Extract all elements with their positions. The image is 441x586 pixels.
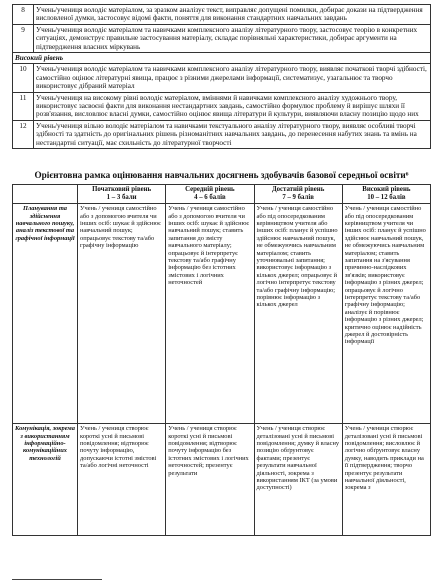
row-description: Учень/учениця вільно володіє матеріалом та навичками текстуального аналізу літературного твору, виявляє особливі творчі здібності та здатність до оригінальних рішень різноманітних навчальних завдань, до перенесення набутих знань та вмінь на нестандартні ситуації, має схильність до літературної творчості	[34, 120, 431, 148]
level-name: Середній рівень	[185, 186, 235, 194]
row-number: 10	[13, 64, 34, 92]
level-range: 1 – 3 бали	[106, 194, 137, 202]
level-name: Достатній рівень	[271, 186, 325, 194]
level-name: Початковий рівень	[92, 186, 152, 194]
framework-title: Орієнтовна рамка оцінювання навчальних досягнень здобувачів базової середньої освіти⁶	[34, 170, 409, 181]
header-row	[13, 185, 431, 204]
row-number: 12	[13, 120, 34, 148]
table-row	[13, 64, 431, 92]
criteria-cell: Учень / учениця створює короткі усні й письмові повідомлення; відтворює почуту інформацію, допускаючи істотні змістові та/або логічні неточності	[78, 424, 166, 536]
row-number: 8	[13, 5, 34, 25]
level-heading: Високий рівень	[13, 53, 431, 64]
row-number: 9	[13, 24, 34, 52]
table-row	[13, 24, 431, 52]
page	[12, 4, 431, 536]
criteria-cell: Учень / учениця самостійно або під опосередкованим керівництвом учителя чи інших осіб: планує й успішно здійснює навчальний пошук, не обмежуючись навчальним матеріалом; ставить запитання на з'ясування причинно-наслідкових зв'язків; використовує інформацію з різних джерел; опрацьовує й логічно інтерпретує текстову та/або графічну інформацію; аналізує й порівнює інформацію з різних джерел; критично оцінює надійність джерел й достовірність інформації	[342, 204, 430, 424]
competence-label: Планування та здійснення навчального пошуку, аналіз текстової та графічної інформації	[13, 204, 78, 424]
table-row	[13, 120, 431, 148]
header-initial-level	[78, 185, 166, 204]
table-row	[13, 5, 431, 25]
level-range: 10 – 12 балів	[367, 194, 406, 202]
level-name: Високий рівень	[362, 186, 411, 194]
competence-label: Комунікація, зокрема з використанням інформаційно-комунікаційних технологій	[13, 424, 78, 536]
table-row	[13, 424, 431, 536]
row-description: Учень/учениця володіє матеріалом та навичками комплексного аналізу літературного твору, застосовує теорію в конкретних ситуаціях, демонструє правильне застосування матеріалу, складає порівняльні характеристики, добирає аргументи на підтвердження власних міркувань	[34, 24, 431, 52]
row-description: Учень/учениця володіє матеріалом та навичками комплексного аналізу літературного твору, виявляє початкові творчі здібності, самостійно оцінює літературні явища, працює з різними джерелами інформації, систематизує, узагальнює та творчо використовує дібраний матеріал	[34, 64, 431, 92]
criteria-cell: Учень / учениця створює деталізовані усні й письмові повідомлення; думку й власну позицію обґрунтовує фактами; презентує результати навчальної діяльності, зокрема з використанням ІКТ (за умови доступності)	[254, 424, 342, 536]
header-sufficient-level	[254, 185, 342, 204]
criteria-cell: Учень / учениця самостійно або під опосередкованим керівництвом учителя або інших осіб: планує й успішно здійснює навчальний пошук, не обмежуючись навчальним матеріалом; ставить уточнювальні запитання; використовує інформацію з кількох джерел; опрацьовує й логічно інтерпретує текстову та/або графічну інформацію; порівнює інформацію з кількох джерел	[254, 204, 342, 424]
table-row	[13, 204, 431, 424]
header-empty-cell	[13, 185, 78, 204]
achievement-levels-table	[12, 4, 431, 149]
assessment-framework-table	[12, 184, 431, 536]
level-range: 7 – 9 балів	[282, 194, 314, 202]
criteria-cell: Учень / учениця самостійно або з допомогою вчителя чи інших осіб: шукає й здійснює навчальний пошук; опрацьовує текстову та/або графічну інформацію	[78, 204, 166, 424]
criteria-cell: Учень / учениця створює короткі усні й письмові повідомлення; відтворює почуту інформацію без істотних змістових і логічних неточностей; презентує результати	[166, 424, 254, 536]
level-header-row	[13, 53, 431, 64]
level-range: 4 – 6 балів	[194, 194, 226, 202]
criteria-cell: Учень / учениця створює деталізовані усні й письмові повідомлення; висловлює й логічно обґрунтовує власну думку, наводить приклади на її підтвердження; творчо презентує результати навчальної діяльності, зокрема з	[342, 424, 430, 536]
footnote-divider	[12, 579, 102, 580]
criteria-cell: Учень / учениця самостійно або з допомогою вчителя чи інших осіб: шукає й здійснює навчальний пошук; ставить запитання до змісту навчального матеріалу; опрацьовує й інтерпретує текстову та/або графічну інформацію без істотних змістових і логічних неточностей	[166, 204, 254, 424]
section-spacer	[12, 149, 431, 169]
header-high-level	[342, 185, 430, 204]
table-row	[13, 92, 431, 120]
row-description: Учень/учениця на високому рівні володіє матеріалом, вміннями й навичками комплексного аналізу художнього твору, використовує засвоєні факти для виконання нестандартних завдань, самостійно формулює проблему й вирішує шляхи її розв'язання, висловлює власні думки, самостійно оцінює явища літератури й культури, виявляючи власну позицію щодо них	[34, 92, 431, 120]
header-average-level	[166, 185, 254, 204]
row-description: Учень/учениця володіє матеріалом, за зразком аналізує текст, виправляє допущені помилки, добирає докази на підтвердження висловленої думки, застосовує відомі факти, поняття для виконання стандартних навчальних завдань	[34, 5, 431, 25]
row-number: 11	[13, 92, 34, 120]
